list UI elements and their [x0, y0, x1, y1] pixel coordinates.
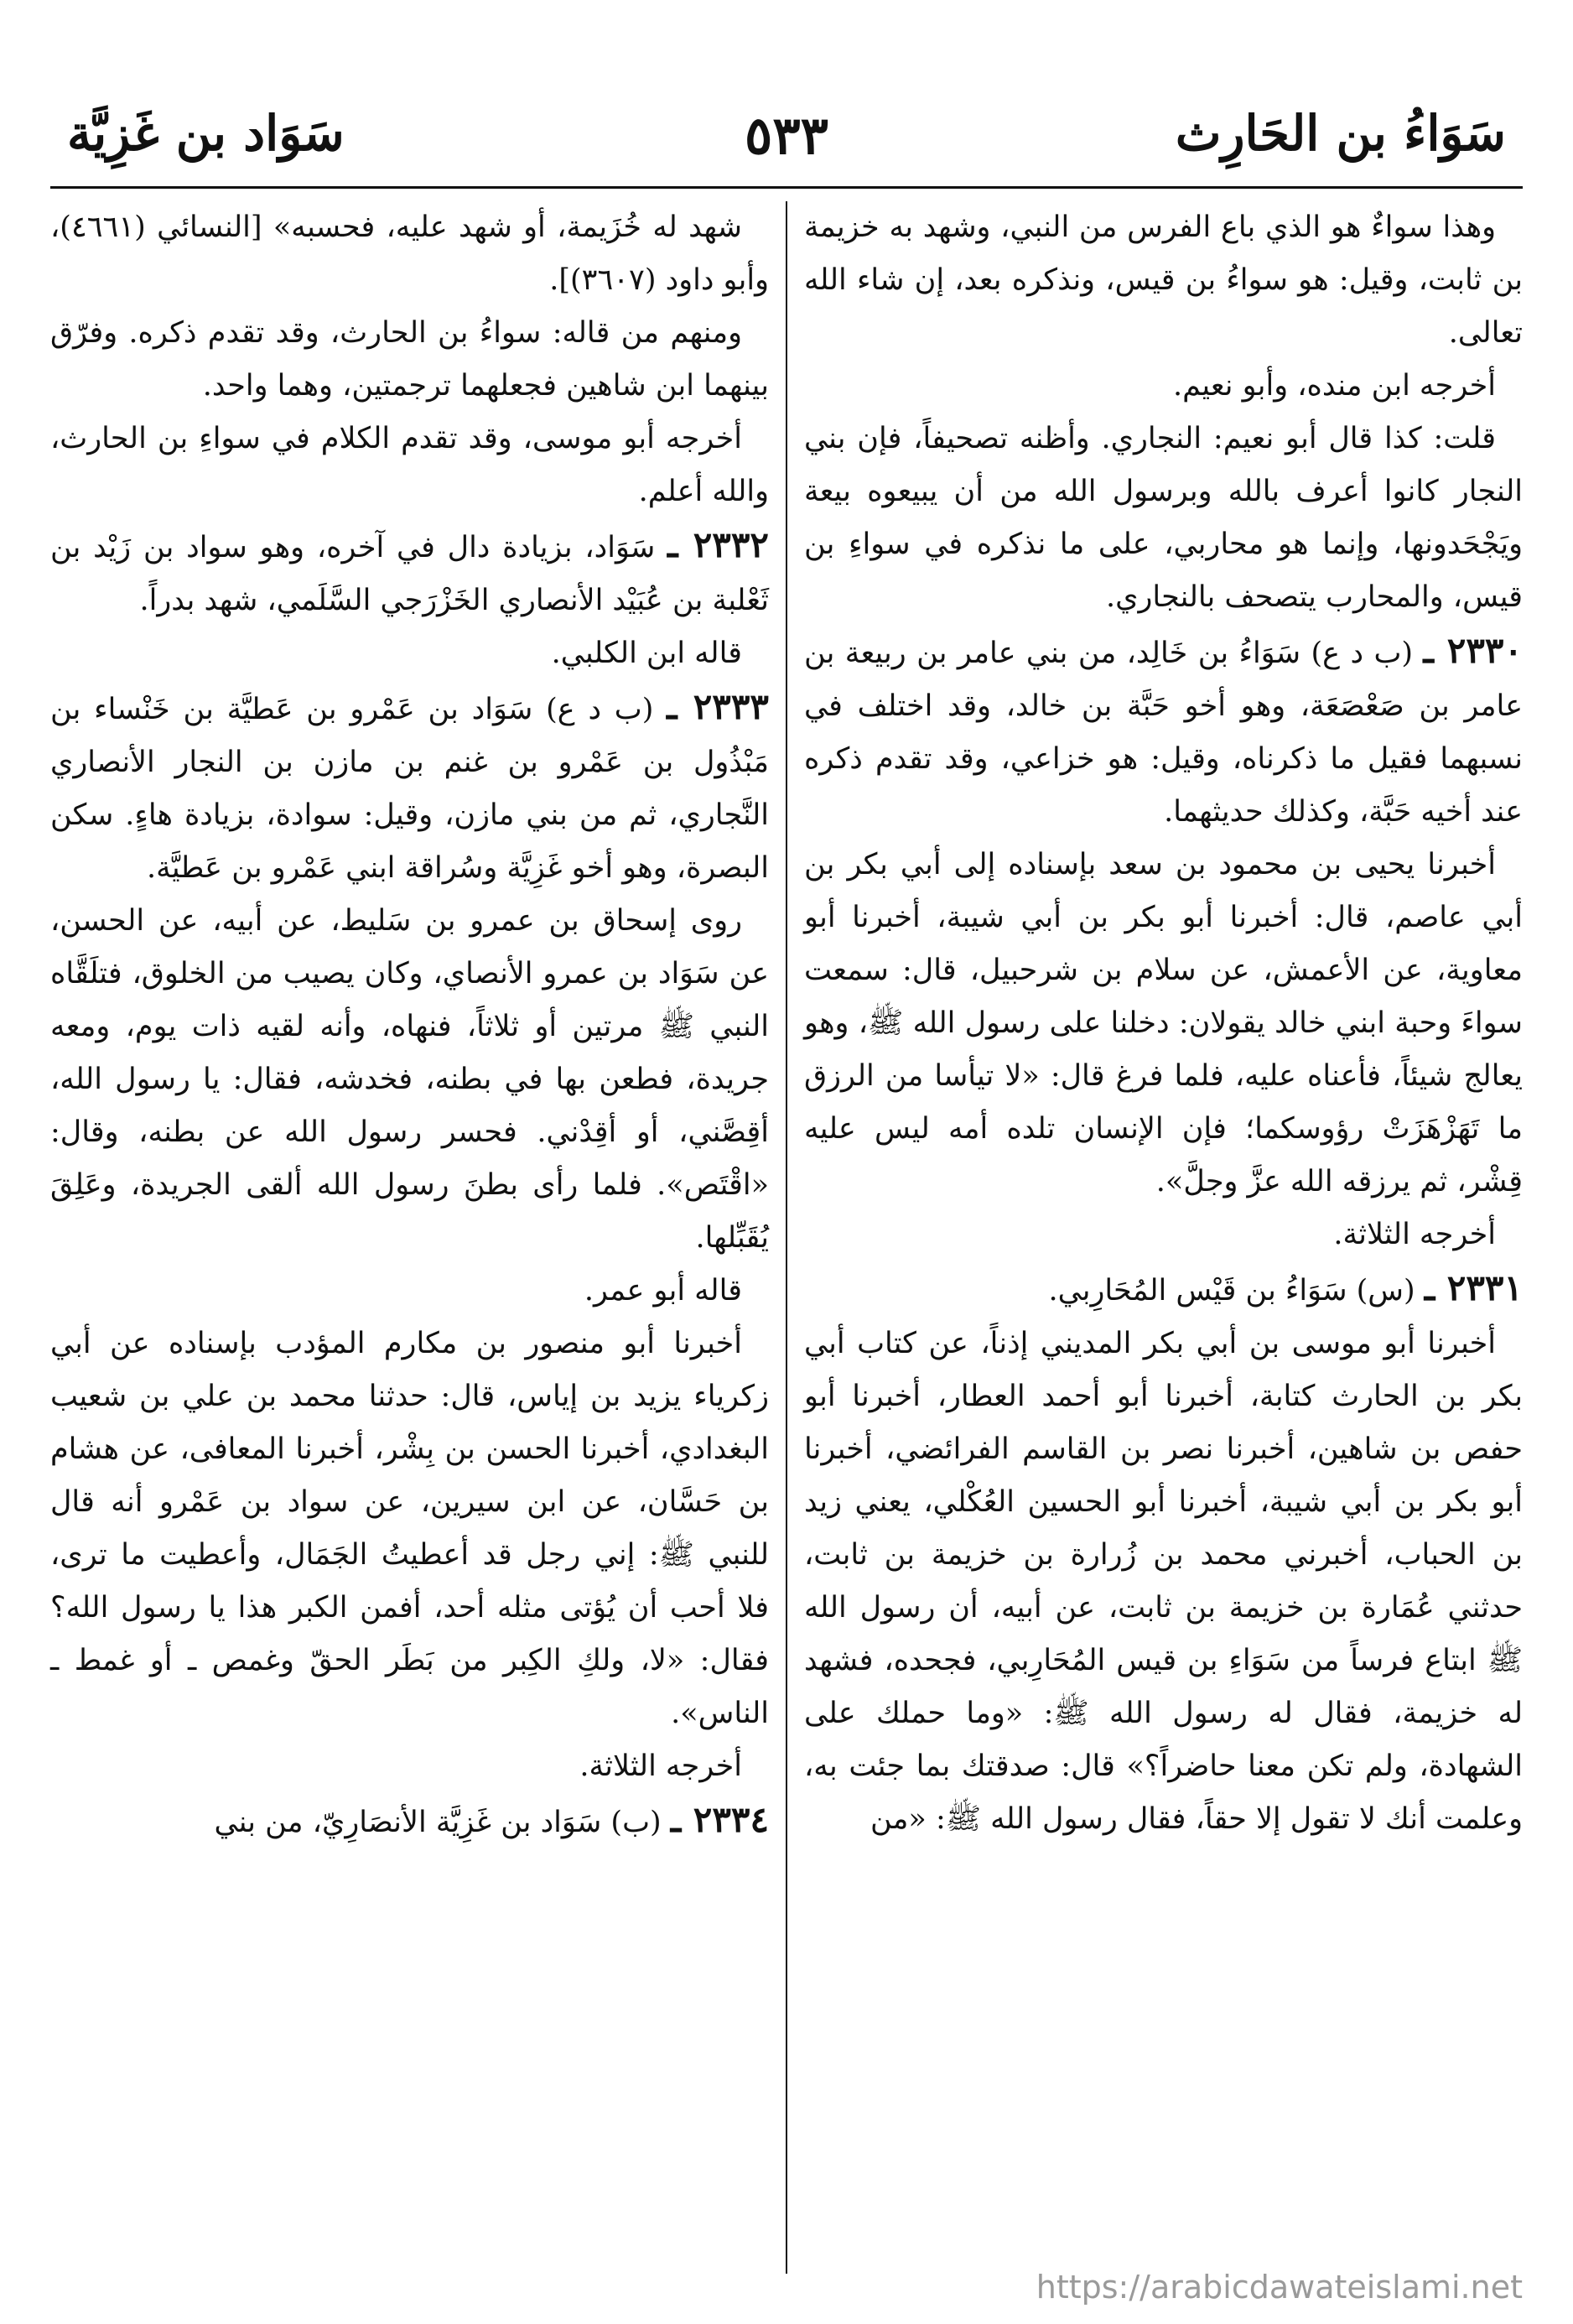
watermark-url: https://arabicdawateislami.net	[1036, 2269, 1523, 2306]
paragraph-text: (ب د ع) سَوَاءُ بن خَالِد، من بني عامر بن ربيعة بن عامر بن صَعْصَعَة، وهو أخو حَبَّة بن خالد، وقد اختلف في نسبهما فقيل ما ذكرناه، وقيل: هو خزاعي، وقد تقدم ذكره عند أخيه حَبَّة، وكذلك حديثهما.	[804, 637, 1523, 829]
paragraph	[804, 839, 1523, 1209]
paragraph-text: أخبرنا أبو موسى بن أبي بكر المديني إذناً، عن كتاب أبي بكر بن الحارث كتابة، أخبرنا أبو أحمد العطار، أخبرنا أبو حفص بن شاهين، أخبرنا نصر بن القاسم الفرائضي، أخبرنا أبو بكر بن أبي شيبة، أخبرنا أبو الحسين العُكْلي، يعني زيد بن الحباب، أخبرني محمد بن زُرارة بن خزيمة بن ثابت، حدثني عُمَارة بن خزيمة بن ثابت، عن أبيه، أن رسول الله ﷺ ابتاع فرساً من سَوَاءِ بن قيس المُحَارِبي، فجحده، فشهد له خزيمة، فقال له رسول الله ﷺ: «وما حملك على الشهادة، ولم تكن معنا حاضراً؟» قال: صدقتك بما جئت به، وعلمت أنك لا تقول إلا حقاً، فقال رسول الله ﷺ: «من	[804, 1327, 1523, 1836]
paragraph	[50, 413, 769, 518]
entry-number: ٢٣٣٤ ـ	[670, 1799, 769, 1840]
paragraph	[50, 518, 769, 627]
paragraph-text: أخبرنا يحيى بن محمود بن سعد بإسناده إلى أبي بكر بن أبي عاصم، قال: أخبرنا أبو بكر بن أبي شيبة، أخبرنا أبو معاوية، عن الأعمش، عن سلام بن شرحبيل، قال: سمعت سواءَ وحبة ابني خالد يقولان: دخلنا على رسول الله ﷺ، وهو يعالج شيئاً، فأعناه عليه، فلما فرغ قال: «لا تيأسا من الرزق ما تَهَزْهَزَتْ رؤوسكما؛ فإن الإنسان تلده أمه ليس عليه قِشْر، ثم يرزقه الله عزَّ وجلَّ».	[804, 848, 1523, 1198]
paragraph	[50, 307, 769, 413]
paragraph-text: وهذا سواءٌ هو الذي باع الفرس من النبي، وشهد به خزيمة بن ثابت، وقيل: هو سواءُ بن قيس، ونذكره بعد، إن شاء الله تعالى.	[804, 211, 1523, 350]
paragraph	[50, 1740, 769, 1793]
paragraph	[50, 680, 769, 895]
entry-number: ٢٣٣١ ـ	[1424, 1267, 1523, 1308]
paragraph	[50, 1265, 769, 1318]
entry-number: ٢٣٣٠ ـ	[1423, 630, 1523, 671]
paragraph-text: قاله ابن الكلبي.	[551, 637, 742, 670]
paragraph-text: (ب) سَوَاد بن غَزِيَّة الأنصَارِيّ، من بني	[214, 1806, 662, 1839]
paragraph	[804, 1318, 1523, 1846]
left-column	[50, 201, 769, 2274]
paragraph-text: أخرجه ابن منده، وأبو نعيم.	[1172, 369, 1496, 403]
paragraph	[50, 627, 769, 680]
paragraph-text: (س) سَوَاءُ بن قَيْس المُحَارِبي.	[1048, 1274, 1415, 1308]
paragraph	[804, 1261, 1523, 1318]
text-columns	[50, 201, 1523, 2274]
paragraph	[50, 1318, 769, 1740]
paragraph-text: قاله أبو عمر.	[584, 1274, 742, 1308]
paragraph-text: أخرجه الثلاثة.	[1333, 1218, 1496, 1251]
header-rule	[50, 186, 1523, 189]
paragraph-text: سَوَاد، بزيادة دال في آخره، وهو سواد بن زَيْد بن ثَعْلبة بن عُبَيْد الأنصاري الخَزْرَجي السَّلَمي، شهد بدراً.	[50, 531, 769, 617]
paragraph	[804, 624, 1523, 839]
column-divider	[786, 201, 787, 2274]
entry-number: ٢٣٣٢ ـ	[667, 524, 769, 565]
paragraph-text: شهد له خُزَيمة، أو شهد عليه، فحسبه» [النسائي (٤٦٦١)، وأبو داود (٣٦٠٧)].	[50, 211, 769, 297]
paragraph	[804, 360, 1523, 413]
paragraph-text: أخرجه أبو موسى، وقد تقدم الكلام في سواءِ بن الحارث، والله أعلم.	[50, 422, 769, 508]
paragraph-text: روى إسحاق بن عمرو بن سَليط، عن أبيه، عن الحسن، عن سَوَاد بن عمرو الأنصاي، وكان يصيب من الخلوق، فتلَقَّاه النبي ﷺ مرتين أو ثلاثاً، فنهاه، وأنه لقيه ذات يوم، ومعه جريدة، فطعن بها في بطنه، فخدشه، فقال: يا رسول الله، أقِصَّني، أو أقِدْني. فحسر رسول الله عن بطنه، وقال: «اقْتَص». فلما رأى بطنَ رسول الله ألقى الجريدة، وعَلِقَ يُقَبِّلها.	[50, 904, 769, 1255]
entry-number: ٢٣٣٣ ـ	[667, 686, 769, 727]
paragraph	[804, 1209, 1523, 1261]
running-title-left: سَوَاد بن غَزِيَّة	[67, 105, 345, 162]
paragraph	[50, 201, 769, 307]
running-title-right: سَوَاءُ بن الحَارِث	[1175, 105, 1506, 162]
page-header	[67, 96, 1506, 189]
right-column	[804, 201, 1523, 2274]
paragraph-text: ومنهم من قاله: سواءُ بن الحارث، وقد تقدم ذكره. وفرّق بينهما ابن شاهين فجعلهما ترجمتين، وهما واحد.	[50, 316, 769, 403]
page-number: ٥٣٣	[745, 105, 828, 166]
paragraph	[804, 201, 1523, 360]
paragraph-text: قلت: كذا قال أبو نعيم: النجاري. وأظنه تصحيفاً، فإن بني النجار كانوا أعرف بالله وبرسول الله من أن يبيعوه بيعة ويَجْحَدونها، وإنما هو محاربي، على ما نذكره في سواءِ بن قيس، والمحارب يتصحف بالنجاري.	[804, 422, 1523, 614]
paragraph	[50, 1793, 769, 1849]
paragraph-text: أخبرنا أبو منصور بن مكارم المؤدب بإسناده عن أبي زكرياء يزيد بن إياس، قال: حدثنا محمد بن علي بن شعيب البغدادي، أخبرنا الحسن بن بِشْر، أخبرنا المعافى، عن هشام بن حَسَّان، عن ابن سيرين، عن سواد بن عَمْرو أنه قال للنبي ﷺ: إني رجل قد أعطيتُ الجَمَال، وأعطيت ما ترى، فلا أحب أن يُؤتى مثله أحد، أفمن الكبر هذا يا رسول الله؟ فقال: «لا، ولكِ الكِبر من بَطَر الحقّ وغمص ـ أو غمط ـ الناس».	[50, 1327, 769, 1730]
paragraph-text: أخرجه الثلاثة.	[579, 1749, 742, 1783]
paragraph-text: (ب د ع) سَوَاد بن عَمْرو بن عَطيَّة بن خَنْساء بن مَبْذُول بن عَمْرو بن غنم بن مازن بن النجار الأنصاري النَّجاري، ثم من بني مازن، وقيل: سوادة، بزيادة هاءٍ. سكن البصرة، وهو أخو غَزِيَّة وسُراقة ابني عَمْرو بن عَطيَّة.	[50, 693, 769, 885]
paragraph	[50, 895, 769, 1265]
paragraph	[804, 413, 1523, 624]
